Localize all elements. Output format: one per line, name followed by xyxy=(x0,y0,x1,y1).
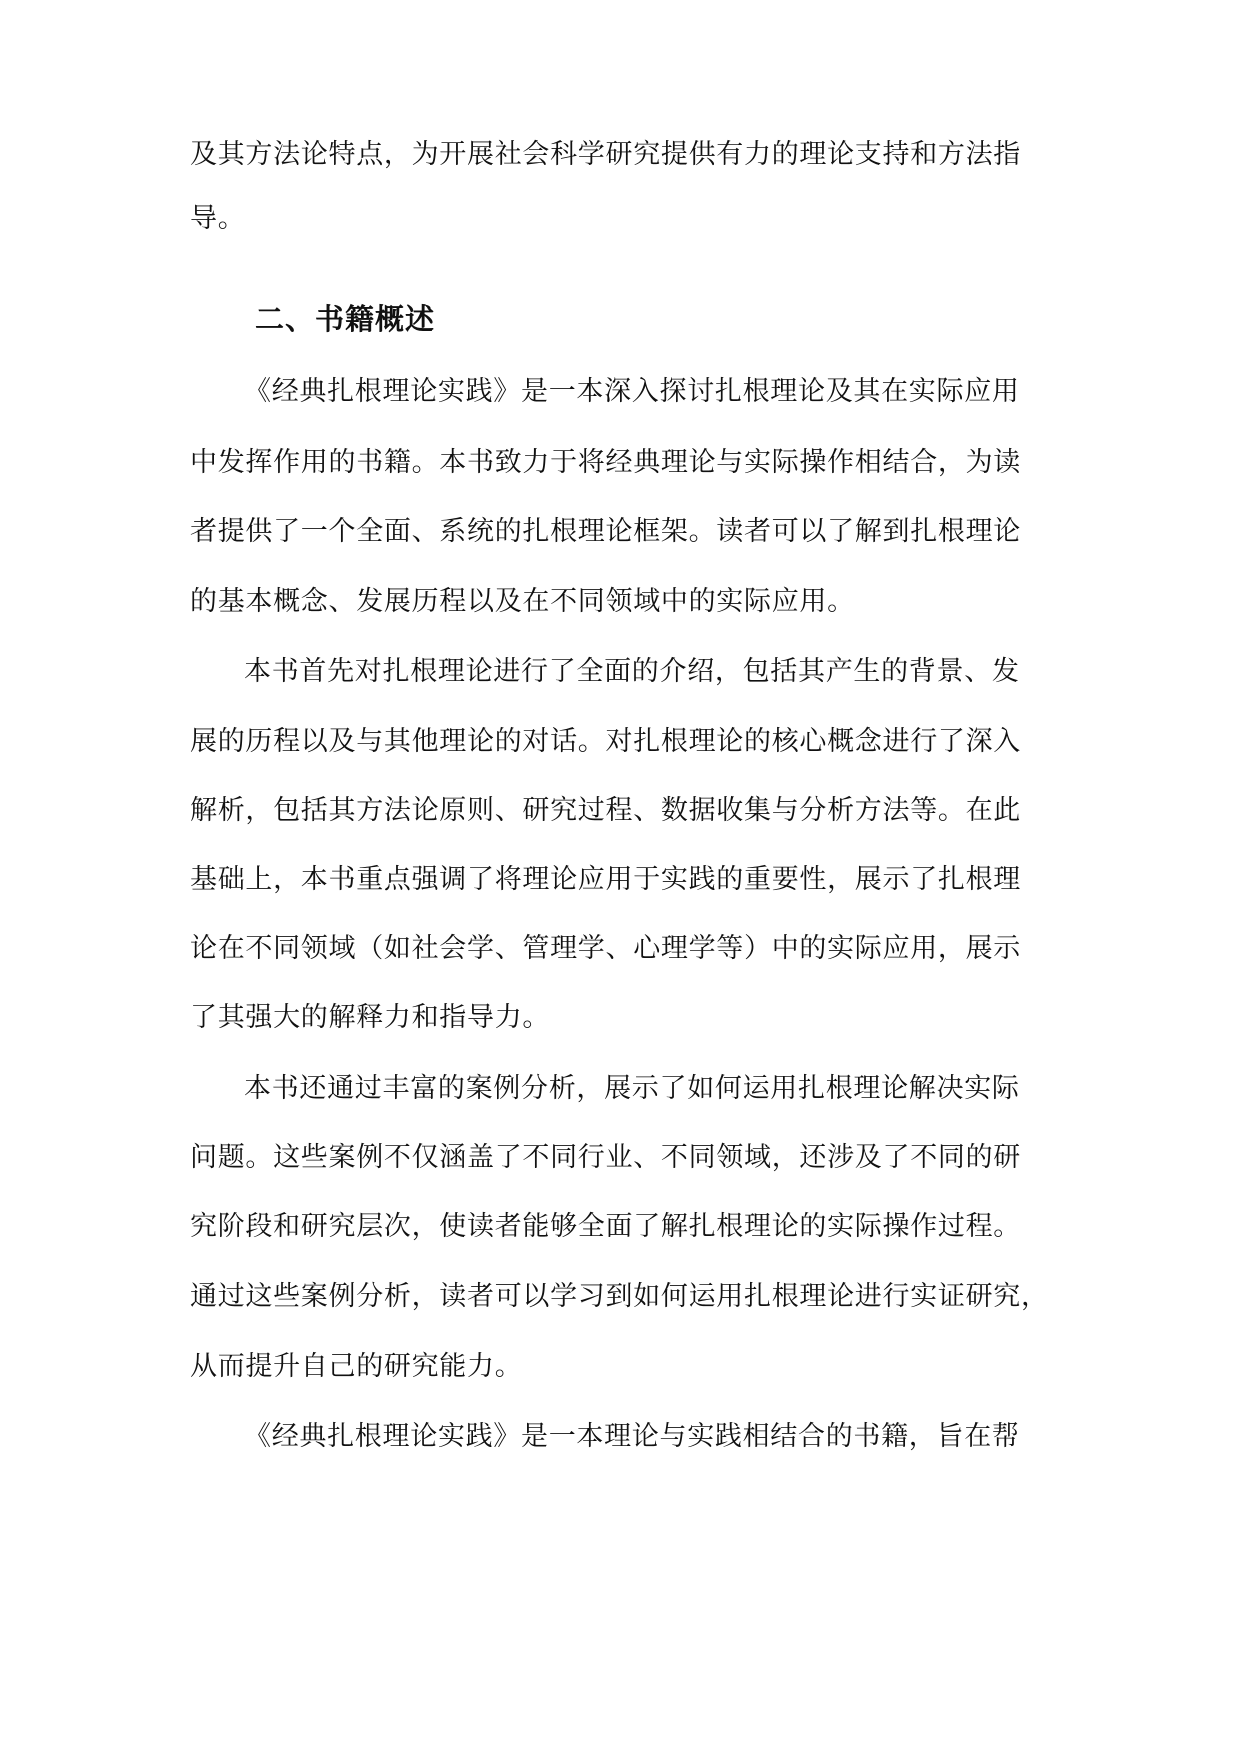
text-line: 导。 xyxy=(190,203,246,234)
text-line: 中发挥作用的书籍。本书致力于将经典理论与实际操作相结合，为读 xyxy=(190,447,1021,478)
text-line: 展的历程以及与其他理论的对话。对扎根理论的核心概念进行了深入 xyxy=(190,726,1021,757)
text-line: 《经典扎根理论实践》是一本深入探讨扎根理论及其在实际应用 xyxy=(244,376,1020,407)
text-line: 《经典扎根理论实践》是一本理论与实践相结合的书籍，旨在帮 xyxy=(244,1421,1020,1452)
text-line: 的基本概念、发展历程以及在不同领域中的实际应用。 xyxy=(190,586,855,617)
text-line: 解析，包括其方法论原则、研究过程、数据收集与分析方法等。在此 xyxy=(190,795,1021,826)
text-line: 问题。这些案例不仅涵盖了不同行业、不同领域，还涉及了不同的研 xyxy=(190,1142,1021,1173)
text-line: 本书还通过丰富的案例分析，展示了如何运用扎根理论解决实际 xyxy=(244,1073,1020,1104)
text-line: 及其方法论特点，为开展社会科学研究提供有力的理论支持和方法指 xyxy=(190,139,1021,170)
text-line: 基础上，本书重点强调了将理论应用于实践的重要性，展示了扎根理 xyxy=(190,864,1021,895)
text-line: 从而提升自己的研究能力。 xyxy=(190,1351,523,1382)
text-line: 通过这些案例分析，读者可以学习到如何运用扎根理论进行实证研究， xyxy=(190,1281,1049,1312)
section-heading: 二、书籍概述 xyxy=(255,302,436,336)
text-line: 者提供了一个全面、系统的扎根理论框架。读者可以了解到扎根理论 xyxy=(190,516,1021,547)
text-line: 论在不同领域（如社会学、管理学、心理学等）中的实际应用，展示 xyxy=(190,933,1021,964)
text-line: 了其强大的解释力和指导力。 xyxy=(190,1002,551,1033)
text-line: 究阶段和研究层次，使读者能够全面了解扎根理论的实际操作过程。 xyxy=(190,1211,1021,1242)
text-line: 本书首先对扎根理论进行了全面的介绍，包括其产生的背景、发 xyxy=(244,656,1020,687)
